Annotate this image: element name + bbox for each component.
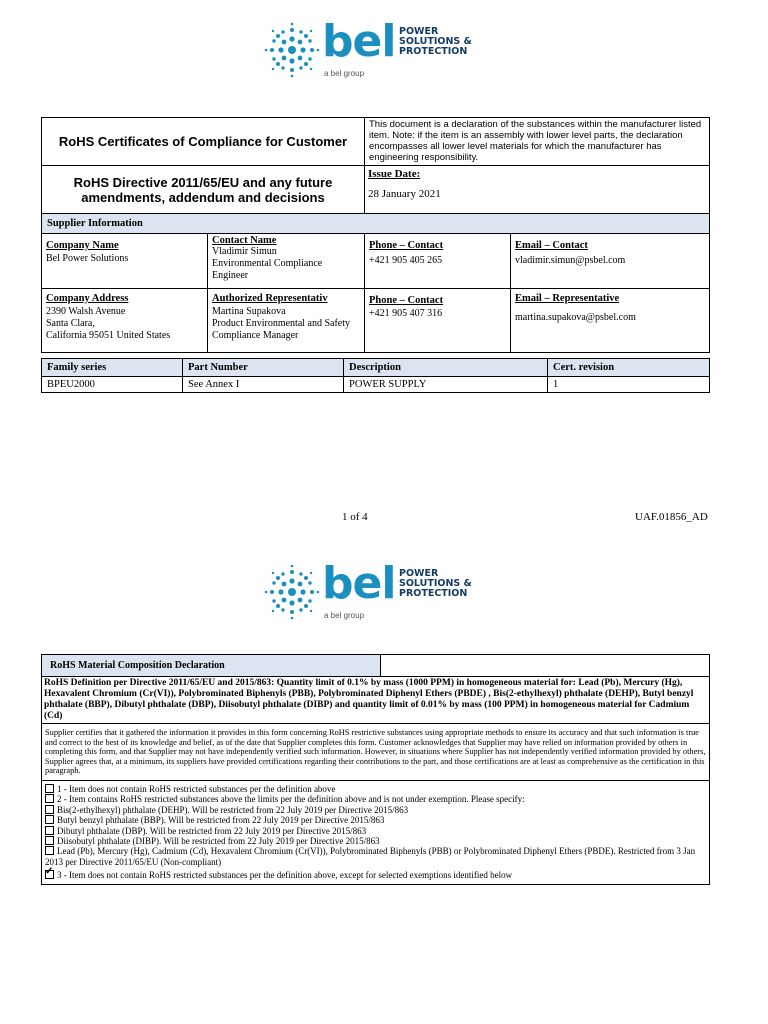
logo-group: a bel group [324, 69, 365, 78]
company-address-label: Company Address [46, 293, 129, 304]
rohs-definition: RoHS Definition per Directive 2011/65/EU and 2015/863: Quantity limit of 0.1% by mass (1000 PPM) in homogeneous material for: Lead (Pb), Mercury (Hg), Hexavalent Chromium (Cr(VI)), Polybrominated Biphenyls (PBB), Polybrominated Diphenyl Ethers (PBDE) , Bis(2-ethylhexyl) phthalate (DEHP), Butyl benzyl phthalate (BBP), Dibutyl phthalate (DBP), Diisobutyl phthalate (DIBP) and quantity limit of 0.01% by mass (100 PPM) in homogeneous material for Cadmium (Cd) [42, 677, 710, 724]
logo-tagline: POWER SOLUTIONS & PROTECTION [399, 568, 472, 599]
address-line-1: 2390 Walsh Avenue [46, 306, 126, 317]
bel-globe-icon [264, 564, 320, 620]
col-description: Description [344, 359, 548, 377]
checkbox-icon[interactable] [45, 846, 54, 855]
page-number: 1 of 4 [342, 511, 368, 523]
contact-title: Environmental Compliance Engineer [212, 258, 323, 281]
address-line-2: Santa Clara, [46, 318, 95, 329]
checkbox-icon[interactable] [45, 784, 54, 793]
supplier-certification: Supplier certifies that it gathered the information it provides in this form concerning RoHS restrictive substances using appropriate methods to ensure its accuracy and that such information is true and correct to the best of its knowledge and belief, as of the date that Supplier completes this form. Customer acknowledges that Supplier may have relied on information provided by others in completing this form, and that Supplier may not have independently verified such information. However, in situations where Supplier has not independently verified information provided by others, Supplier agrees that, at a minimum, its suppliers have provided certifications regarding their contributions to the part, and those certifications are at least as comprehensive as the certification in this paragraph. [42, 724, 710, 781]
checkbox-icon[interactable] [45, 794, 54, 803]
logo-tagline: POWER SOLUTIONS & PROTECTION [399, 26, 472, 57]
option-1[interactable]: 1 - Item does not contain RoHS restricted substances per the definition above [45, 784, 706, 794]
supplier-info-header: Supplier Information [42, 214, 710, 234]
option-bbp[interactable]: Butyl benzyl phthalate (BBP). Will be restricted from 22 July 2019 per Directive 2015/863 [45, 815, 706, 825]
address-line-3: California 95051 United States [46, 330, 171, 341]
bel-logo [264, 558, 474, 622]
cell-cert-revision: 1 [548, 377, 710, 393]
phone-rep: +421 905 407 316 [369, 308, 443, 319]
option-dibp[interactable]: Diisobutyl phthalate (DIBP). Will be restricted from 22 July 2019 per Directive 2015/863 [45, 836, 706, 846]
issue-date: 28 January 2021 [368, 188, 441, 200]
declaration-title-blank [381, 655, 710, 677]
directive-title: RoHS Directive 2011/65/EU and any future amendments, addendum and decisions [42, 166, 365, 214]
option-dbp[interactable]: Dibutyl phthalate (DBP). Will be restricted from 22 July 2019 per Directive 2015/863 [45, 826, 706, 836]
option-heavy-metals[interactable]: Lead (Pb), Mercury (Hg), Cadmium (Cd), Hexavalent Chromium (Cr(VI)), Polybrominated Biphenyls (PBB) or Polybrominated Diphenyl Ethers (PBDE). Restricted from 3 Jan 2013 per Directive 2011/65/EU (Non-compliant) [45, 846, 696, 867]
logo-group: a bel group [324, 611, 365, 620]
page-title: RoHS Certificates of Compliance for Customer [42, 118, 365, 166]
option-3[interactable]: ✓3 - Item does not contain RoHS restricted substances per the definition above, except for selected exemptions identified below [45, 870, 706, 880]
bel-globe-icon [264, 22, 320, 78]
col-part-number: Part Number [183, 359, 344, 377]
company-name-label: Company Name [46, 240, 119, 251]
checkbox-icon[interactable] [45, 815, 54, 824]
email-contact-label: Email – Contact [515, 240, 588, 251]
email-rep-label: Email – Representative [515, 293, 620, 304]
col-cert-revision: Cert. revision [548, 359, 710, 377]
cell-family-series: BPEU2000 [42, 377, 183, 393]
email-contact: vladimir.simun@psbel.com [515, 255, 626, 266]
checkbox-checked-icon[interactable] [45, 870, 54, 879]
table-row [42, 377, 710, 393]
logo-brand: bel [322, 16, 396, 67]
issue-date-label: Issue Date: [368, 168, 421, 180]
phone-contact-label: Phone – Contact [369, 240, 444, 251]
cell-part-number: See Annex I [183, 377, 344, 393]
material-declaration-table [41, 654, 710, 885]
company-name: Bel Power Solutions [46, 253, 129, 264]
family-table [41, 358, 710, 393]
auth-rep-name: Martina Supakova [212, 306, 286, 317]
email-rep: martina.supakova@psbel.com [515, 312, 636, 323]
checkbox-icon[interactable] [45, 836, 54, 845]
col-family-series: Family series [42, 359, 183, 377]
document-id: UAF.01856_AD [635, 511, 708, 523]
checkbox-icon[interactable] [45, 805, 54, 814]
checkbox-icon[interactable] [45, 826, 54, 835]
phone-contact: +421 905 405 265 [369, 255, 443, 266]
declaration-options [42, 780, 710, 884]
contact-name: Vladimir Simun [212, 246, 277, 257]
option-2[interactable]: 2 - Item contains RoHS restricted substances above the limits per the definition above and is not under exemption. Please specify: [45, 794, 706, 804]
option-dehp[interactable]: Bis(2-ethylhexyl) phthalate (DEHP). Will be restricted from 22 July 2019 per Directive 2015/863 [45, 805, 706, 815]
compliance-header-table [41, 117, 710, 353]
auth-rep-title: Product Environmental and Safety Compliance Manager [212, 318, 351, 341]
declaration-note: This document is a declaration of the substances within the manufacturer listed item. Note: if the item is an assembly with lower level parts, the declaration encompasses all lower level materials for which the manufacturer has engineering responsibility. [365, 118, 710, 166]
contact-name-label: Contact Name [212, 235, 277, 246]
logo-brand: bel [322, 558, 396, 609]
declaration-title: RoHS Material Composition Declaration [42, 655, 381, 677]
bel-logo [264, 16, 474, 80]
phone-rep-label: Phone – Contact [369, 295, 444, 306]
cell-description: POWER SUPPLY [344, 377, 548, 393]
auth-rep-label: Authorized Representativ [212, 293, 328, 304]
